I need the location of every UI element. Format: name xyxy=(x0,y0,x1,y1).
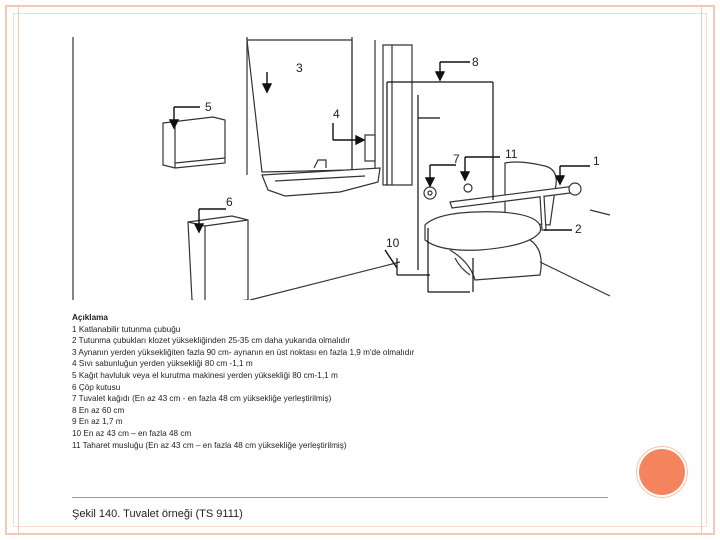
caption-divider xyxy=(72,497,608,498)
figure-caption: Şekil 140. Tuvalet örneği (TS 9111) xyxy=(72,508,243,520)
legend-item: 6 Çöp kutusu xyxy=(72,382,121,392)
dimension-lines xyxy=(387,82,493,292)
legend-item: 2 Tutunma çubukları klozet yüksekliğinden 25-35 cm daha yukarıda olmalıdır xyxy=(72,336,351,346)
legend-item: 8 En az 60 cm xyxy=(72,405,125,415)
legend-item: 1 Katlanabilir tutunma çubuğu xyxy=(72,324,181,334)
legend-item: 9 En az 1,7 m xyxy=(72,417,123,427)
floor-line-left xyxy=(250,262,400,300)
callout-4: 4 xyxy=(333,107,340,121)
sink xyxy=(262,160,380,196)
floor-line-right xyxy=(540,262,610,296)
callout-10: 10 xyxy=(386,236,400,250)
callout-11: 11 xyxy=(505,147,518,161)
callout-6: 6 xyxy=(226,195,233,209)
bidet-faucet xyxy=(464,184,472,192)
callout-1: 1 xyxy=(593,154,600,168)
callout-7: 7 xyxy=(453,152,460,166)
legend-item: 10 En az 43 cm – en fazla 48 cm xyxy=(72,428,192,438)
toilet-paper-holder xyxy=(424,187,436,199)
legend-title: Açıklama xyxy=(72,313,108,322)
legend-item: 3 Aynanın yerden yüksekliğiten fazla 90 cm- aynanın en üst noktası en fazla 1,9 m'de olmalıdır xyxy=(72,347,415,357)
toilet xyxy=(425,162,556,280)
mirror xyxy=(247,40,352,172)
accent-dot xyxy=(639,449,685,495)
soap-dispenser xyxy=(365,135,375,161)
legend-item: 5 Kağıt havluluk veya el kurutma makinesi yerden yüksekliği 80 cm-1,1 m xyxy=(72,370,338,380)
legend-item: 11 Taharet musluğu (En az 43 cm – en fazla 48 cm yüksekliğe yerleştirilmiş) xyxy=(72,440,347,450)
legend-item: 4 Sıvı sabunluğun yerden yüksekliği 80 cm -1,1 m xyxy=(72,359,253,369)
callout-2: 2 xyxy=(575,222,582,236)
callout-8: 8 xyxy=(472,55,479,69)
callout-5: 5 xyxy=(205,100,212,114)
legend xyxy=(72,312,632,451)
wall-floor-edge xyxy=(590,210,610,215)
callout-3: 3 xyxy=(296,61,303,75)
legend-item: 7 Tuvalet kağıdı (En az 43 cm - en fazla 48 cm yüksekliğe yerleştirilmiş) xyxy=(72,394,332,404)
